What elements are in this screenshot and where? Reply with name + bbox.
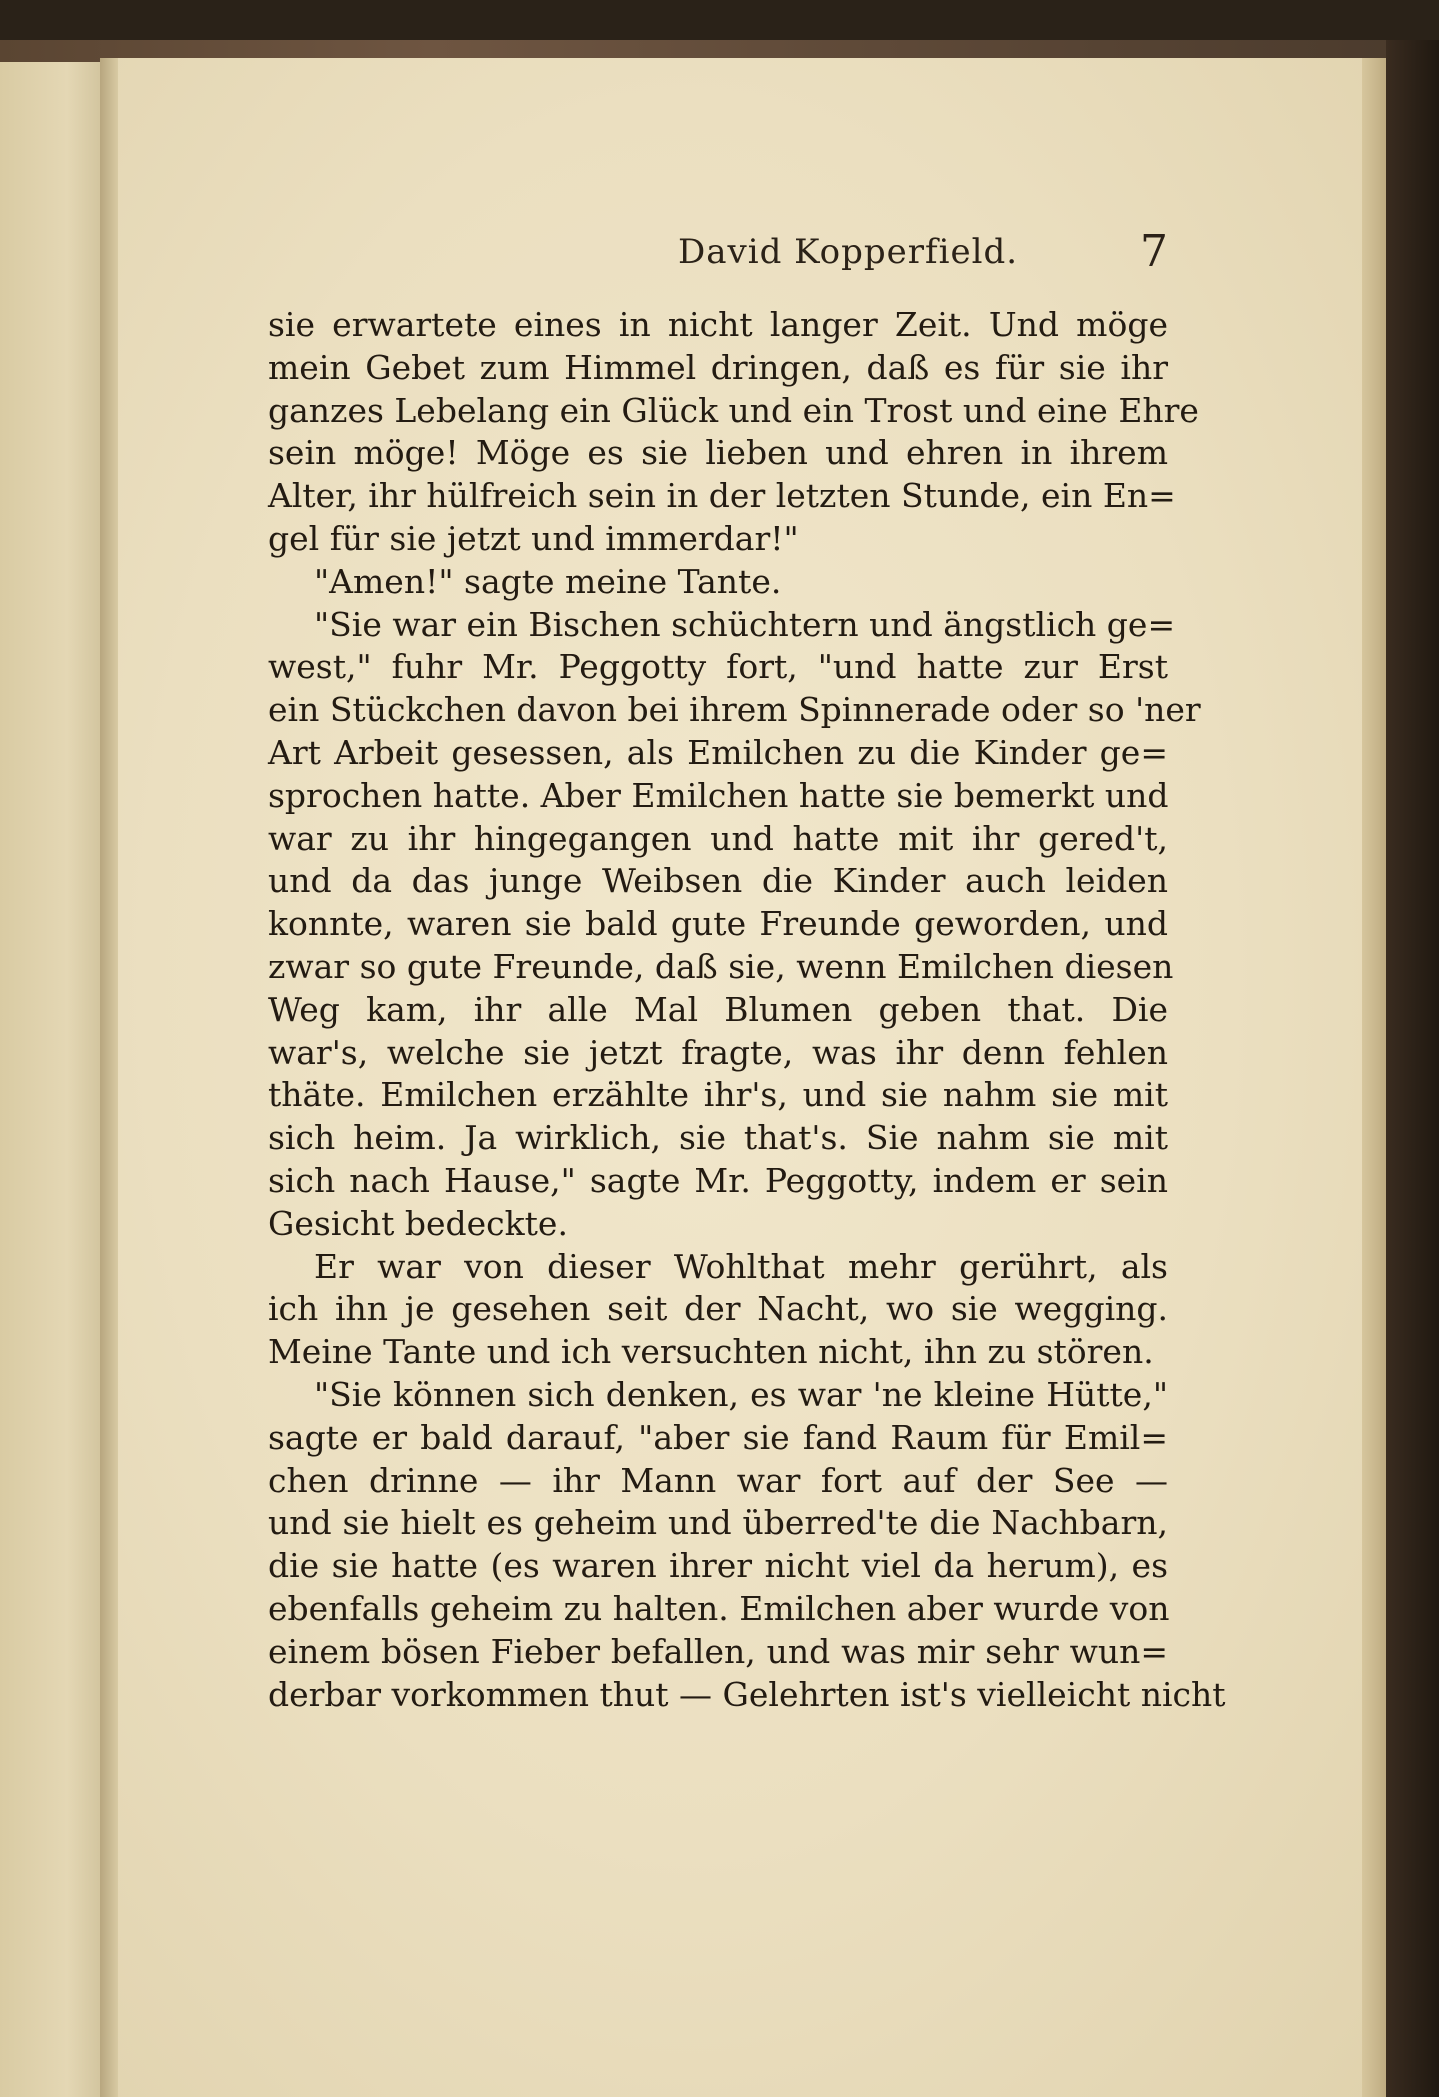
text-line: west," fuhr Mr. Peggotty fort, "und hatte zur Erst bbox=[268, 647, 1168, 687]
text-line: sagte er bald darauf, "aber sie fand Raum für Emil= bbox=[268, 1417, 1168, 1457]
page-number: 7 bbox=[1140, 226, 1168, 277]
text-line: einem bösen Fieber befallen, und was mir sehr wun= bbox=[268, 1631, 1168, 1671]
text-line: Meine Tante und ich versuchten nicht, ihn zu stören. bbox=[268, 1332, 1154, 1372]
text-line: sich nach Hause," sagte Mr. Peggotty, indem er sein bbox=[268, 1160, 1168, 1200]
text-line: ich ihn je gesehen seit der Nacht, wo sie wegging. bbox=[268, 1289, 1168, 1329]
text-line: Gesicht bedeckte. bbox=[268, 1203, 568, 1243]
text-line: ganzes Lebelang ein Glück und ein Trost und eine Ehre bbox=[268, 390, 1199, 430]
book-cover-right bbox=[1386, 40, 1439, 2097]
text-line: thäte. Emilchen erzählte ihr's, und sie nahm sie mit bbox=[268, 1075, 1168, 1115]
text-line: "Sie können sich denken, es war 'ne kleine Hütte," bbox=[314, 1374, 1168, 1414]
text-line: Weg kam, ihr alle Mal Blumen geben that. Die bbox=[268, 989, 1168, 1029]
text-line: gel für sie jetzt und immerdar!" bbox=[268, 518, 799, 558]
running-head: David Kopperfield. bbox=[677, 232, 1019, 272]
text-line: chen drinne — ihr Mann war fort auf der See — bbox=[268, 1460, 1168, 1500]
left-page-edge bbox=[0, 62, 112, 2097]
text-line: konnte, waren sie bald gute Freunde geworden, und bbox=[268, 904, 1168, 944]
text-line: ein Stückchen davon bei ihrem Spinnerade oder so 'ner bbox=[268, 690, 1201, 730]
text-line: sprochen hatte. Aber Emilchen hatte sie bemerkt und bbox=[268, 775, 1169, 815]
text-line: zwar so gute Freunde, daß sie, wenn Emilchen diesen bbox=[268, 946, 1174, 986]
text-line: und sie hielt es geheim und überred'te die Nachbarn, bbox=[268, 1503, 1168, 1543]
text-line: war zu ihr hingegangen und hatte mit ihr gered't, bbox=[268, 818, 1168, 858]
text-line: Alter, ihr hülfreich sein in der letzten Stunde, ein En= bbox=[268, 476, 1176, 516]
text-line: war's, welche sie jetzt fragte, was ihr denn fehlen bbox=[268, 1032, 1168, 1072]
text-line: mein Gebet zum Himmel dringen, daß es für sie ihr bbox=[268, 347, 1168, 387]
text-line: die sie hatte (es waren ihrer nicht viel da herum), es bbox=[268, 1546, 1168, 1586]
text-line: sein möge! Möge es sie lieben und ehren in ihrem bbox=[268, 433, 1168, 473]
text-line: sie erwartete eines in nicht langer Zeit. Und möge bbox=[268, 305, 1168, 344]
text-line: sich heim. Ja wirklich, sie that's. Sie nahm sie mit bbox=[268, 1118, 1168, 1158]
body-text bbox=[268, 304, 1226, 1716]
page-header bbox=[268, 226, 1168, 286]
text-line: derbar vorkommen thut — Gelehrten ist's vielleicht nicht bbox=[268, 1674, 1226, 1714]
text-line: Art Arbeit gesessen, als Emilchen zu die Kinder ge= bbox=[268, 732, 1168, 772]
text-line: "Amen!" sagte meine Tante. bbox=[314, 561, 782, 601]
text-line: und da das junge Weibsen die Kinder auch leiden bbox=[268, 861, 1168, 901]
text-line: "Sie war ein Bischen schüchtern und ängstlich ge= bbox=[314, 604, 1176, 644]
text-line: Er war von dieser Wohlthat mehr gerührt, als bbox=[314, 1246, 1168, 1286]
text-line: ebenfalls geheim zu halten. Emilchen aber wurde von bbox=[268, 1588, 1170, 1628]
